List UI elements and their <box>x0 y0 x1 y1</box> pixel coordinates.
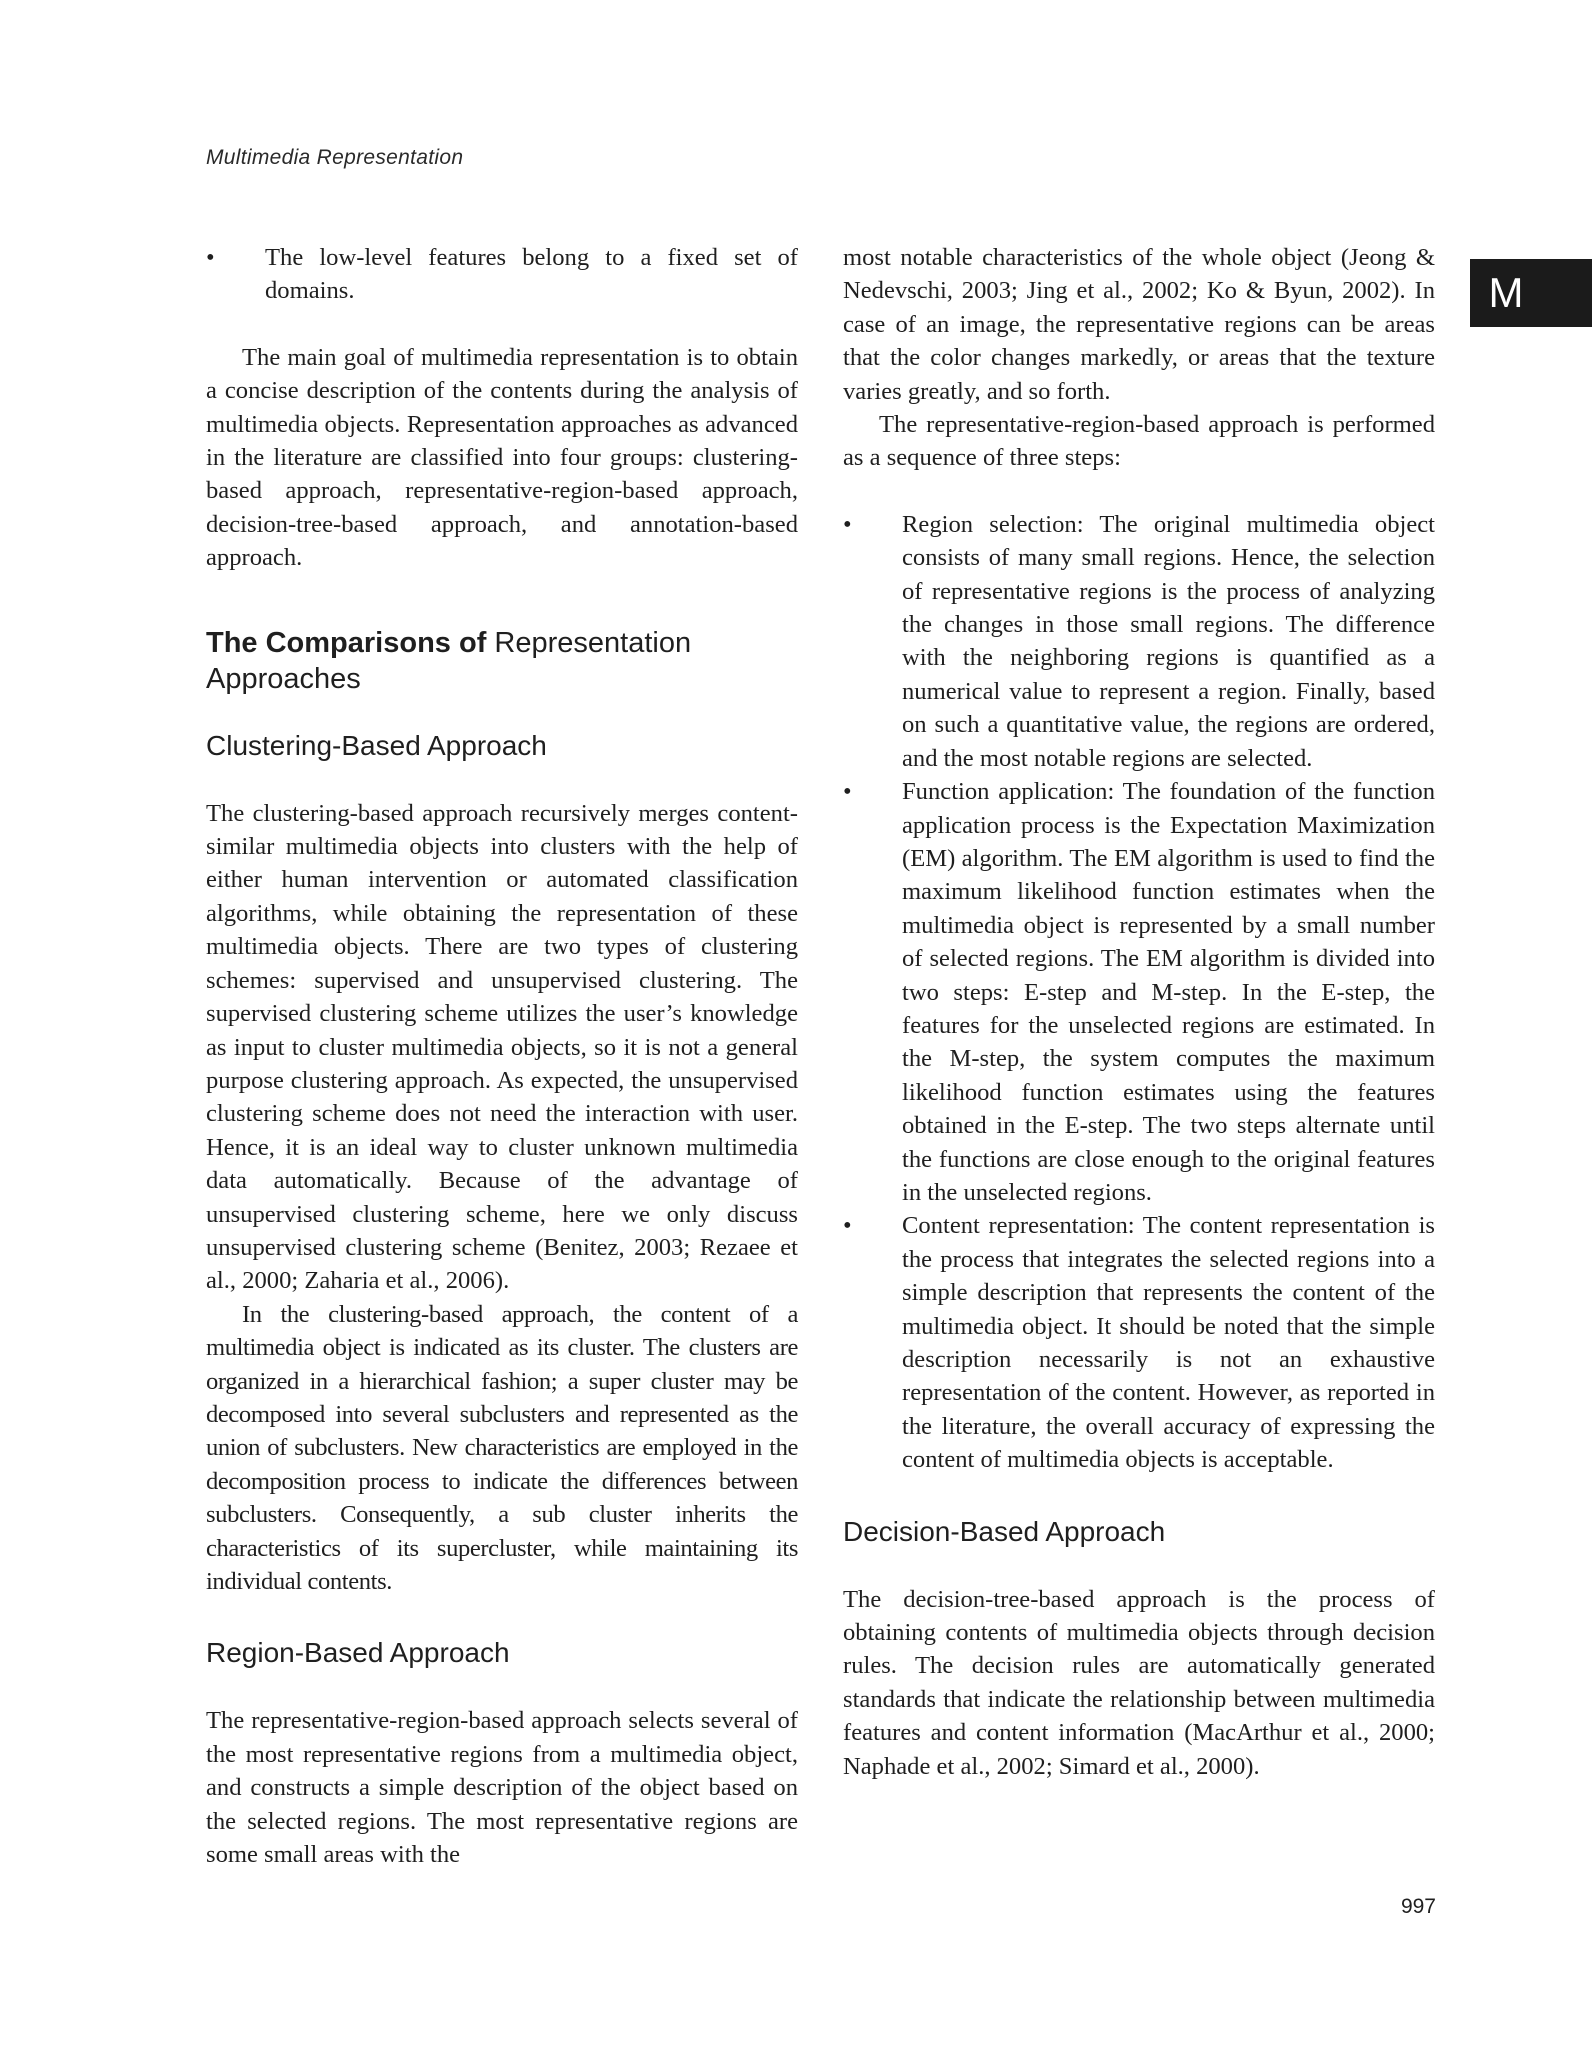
right-column <box>843 241 1435 1783</box>
feature-bullet-list <box>206 241 798 308</box>
step-term: Function application: <box>902 778 1115 806</box>
steps-list <box>843 508 1435 1477</box>
continuation-paragraph: most notable characteristics of the whole object (Jeong & Nedevschi, 2003; Jing et al., 2002; Ko & Byun, 2002). In case of an image, the representative regions can be areas that the color changes markedly, or areas that the texture varies greatly, and so forth. <box>843 244 1435 405</box>
list-item <box>843 775 1435 1209</box>
bullet-icon: • <box>843 778 852 806</box>
step-text: The original multimedia object consists of many small regions. Hence, the selection of representative regions is the process of analyzing the changes in those small regions. The difference with the neighboring regions is quantified as a numerical value to represent a region. Finally, based on such a quantitative value, the regions are ordered, and the most notable regions are selected. <box>902 510 1435 772</box>
decision-heading: Decision-Based Approach <box>843 1515 1166 1547</box>
steps-intro-paragraph: The representative-region-based approach is performed as a sequence of three steps: <box>843 411 1435 472</box>
section-heading-bold: The Comparisons of <box>206 626 487 659</box>
clustering-heading: Clustering-Based Approach <box>206 729 547 761</box>
list-item <box>843 508 1435 775</box>
section-thumb-tab <box>1470 259 1592 327</box>
bullet-icon: • <box>843 510 852 538</box>
decision-paragraph: The decision-tree-based approach is the process of obtaining contents of multimedia objects through decision rules. The decision rules are automatically generated standards that indicate the relationship between multimedia features and content information (MacArthur et al., 2000; Naphade et al., 2002; Simard et al., 2000). <box>843 1585 1435 1780</box>
step-term: Content representation: <box>902 1212 1135 1240</box>
thumb-tab-letter: M <box>1488 269 1524 316</box>
clustering-paragraph-1: The clustering-based approach recursively merges content-similar multimedia objects into clusters with the help of either human intervention or automated classification algorithms, while obtaining the representation of these multimedia objects. There are two types of clustering schemes: supervised and unsupervised clustering. The supervised clustering scheme utilizes the user’s knowledge as input to cluster multimedia objects, so it is not a general purpose clustering approach. As expected, the unsupervised clustering scheme does not need the interaction with user. Hence, it is an ideal way to cluster unknown multimedia data automatically. Because of the advantage of unsupervised clustering scheme, here we only discuss unsupervised clustering scheme (Benitez, 2003; Rezaee et al., 2000; Zaharia et al., 2006). <box>206 799 798 1295</box>
step-term: Region selection: <box>902 510 1084 538</box>
left-column <box>206 241 798 1871</box>
region-paragraph: The representative-region-based approach selects several of the most representative regions from a multimedia object, and constructs a simple description of the object based on the selected regions. The most representative regions are some small areas with the <box>206 1707 798 1869</box>
bullet-icon: • <box>843 1212 852 1240</box>
clustering-paragraph-2: In the clustering-based approach, the content of a multimedia object is indicated as its cluster. The clusters are organized in a hierarchical fashion; a super cluster may be decomposed into several subclusters and represented as the union of subclusters. New characteristics are employed in the decomposition process to indicate the differences between subclusters. Consequently, a sub cluster inherits the characteristics of its supercluster, while maintaining its individual contents. <box>206 1300 798 1595</box>
step-text: The foundation of the function application process is the Expectation Maximization (EM) algorithm. The EM algorithm is used to find the maximum likelihood function estimates when the multimedia object is represented by a small number of selected regions. The EM algorithm is divided into two steps: E-step and M-step. In the E-step, the features for the unselected regions are estimated. In the M-step, the system computes the maximum likelihood function estimates using the features obtained in the E-step. The two steps alternate until the functions are close enough to the original features in the unselected regions. <box>902 778 1435 1206</box>
page-number: 997 <box>1400 1895 1436 1918</box>
list-item <box>843 1209 1435 1476</box>
step-text: The content representation is the process that integrates the selected regions into a simple description that represents the content of the multimedia object. It should be noted that the simple description necessarily is not an exhaustive representation of the content. However, as reported in the literature, the overall accuracy of expressing the content of multimedia objects is acceptable. <box>902 1212 1435 1474</box>
section-heading <box>206 625 798 697</box>
list-item: • The low-level features belong to a fixed set of domains. <box>206 241 798 308</box>
running-head: Multimedia Representation <box>206 146 464 169</box>
region-heading: Region-Based Approach <box>206 1637 510 1669</box>
section-heading-regular: Representation Approaches <box>206 626 692 695</box>
bullet-icon: • <box>206 244 215 271</box>
intro-paragraph: The main goal of multimedia representation is to obtain a concise description of the contents during the analysis of multimedia objects. Representation approaches as advanced in the literature are classified into four groups: clustering-based approach, representative-region-based approach, decision-tree-based approach, and annotation-based approach. <box>206 343 798 572</box>
